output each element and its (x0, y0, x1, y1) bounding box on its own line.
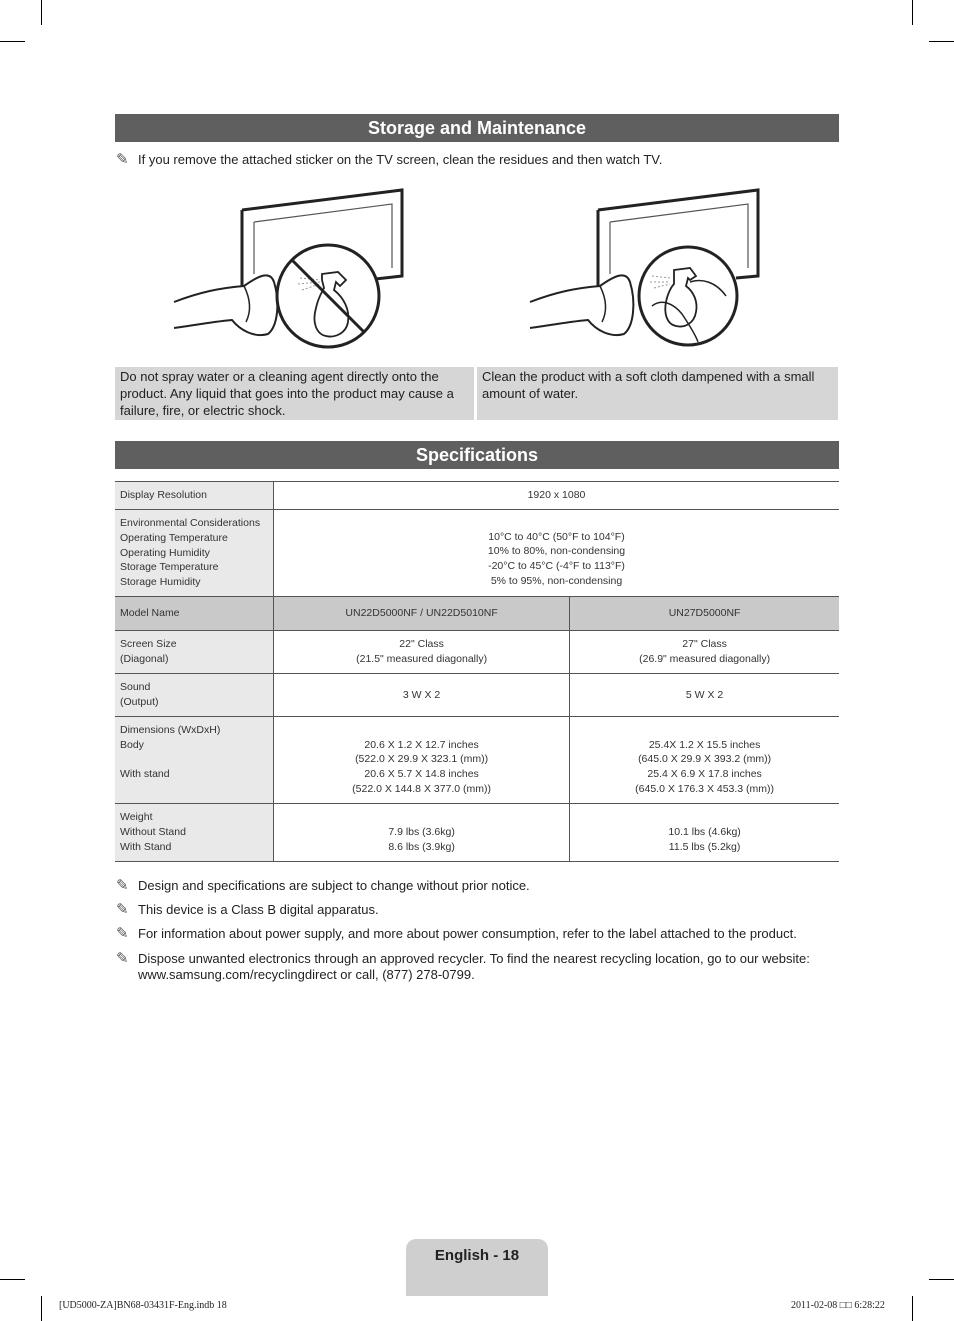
crop-mark (912, 0, 913, 25)
table-row (115, 597, 839, 631)
crop-mark (41, 0, 42, 25)
cell-line: (522.0 X 144.8 X 377.0 (mm)) (352, 782, 492, 795)
dimensions-label: Dimensions (WxDxH) (120, 724, 221, 736)
screen-size-label: (Diagonal) (120, 653, 169, 665)
cell-line: (21.5" measured diagonally) (356, 653, 488, 665)
env-value: 5% to 95%, non-condensing (490, 574, 623, 587)
pencil-icon: ✎ (116, 877, 129, 894)
sound-col1: 3 W X 2 (274, 674, 570, 717)
model-name-col1: UN22D5000NF / UN22D5010NF (274, 597, 570, 631)
screen-size-col2 (570, 631, 839, 674)
pencil-icon: ✎ (116, 950, 129, 967)
cell-line: (522.0 X 29.9 X 323.1 (mm)) (355, 753, 489, 766)
display-resolution-value: 1920 x 1080 (274, 482, 840, 510)
env-value: 10°C to 40°C (50°F to 104°F) (488, 530, 625, 543)
print-timestamp: 2011-02-08 □□ 6:28:22 (791, 1300, 885, 1311)
cell-line: (645.0 X 29.9 X 393.2 (mm)) (638, 753, 772, 766)
env-value: -20°C to 45°C (-4°F to 113°F) (488, 560, 625, 572)
table-row (115, 674, 839, 717)
note-text: If you remove the attached sticker on the TV screen, clean the residues and then watch TV. (138, 152, 663, 167)
sound-label: Sound (120, 681, 151, 694)
row-label: Display Resolution (115, 482, 274, 510)
crop-mark (0, 41, 25, 42)
cell-line: 27" Class (682, 638, 727, 651)
env-label: Storage Humidity (120, 576, 201, 589)
screen-size-col1 (274, 631, 570, 674)
weight-col2 (570, 804, 839, 862)
row-label (115, 804, 274, 862)
cell-line: 11.5 lbs (5.2kg) (668, 840, 741, 853)
table-row (115, 717, 839, 804)
note-text-block (138, 951, 810, 983)
cell-line: 25.4X 1.2 X 15.5 inches (648, 738, 761, 751)
row-label: Model Name (115, 597, 274, 631)
pencil-icon: ✎ (116, 925, 129, 942)
crop-mark (929, 41, 954, 42)
weight-label: Weight (120, 811, 153, 824)
cell-line: 10.1 lbs (4.6kg) (668, 825, 741, 838)
crop-mark (41, 1296, 42, 1321)
env-label: Storage Temperature (120, 561, 219, 574)
table-row (115, 631, 839, 674)
weight-col1 (274, 804, 570, 862)
cell-line: 25.4 X 6.9 X 17.8 inches (647, 768, 762, 780)
note-text: Dispose unwanted electronics through an approved recycler. To find the nearest recycling location, go to our website: (138, 951, 810, 966)
cell-line: 20.6 X 1.2 X 12.7 inches (364, 738, 479, 751)
env-label: Operating Temperature (120, 531, 228, 544)
note-text: For information about power supply, and more about power consumption, refer to the label attached to the product. (138, 926, 797, 941)
storage-section-title: Storage and Maintenance (115, 114, 839, 142)
cell-line: 8.6 lbs (3.9kg) (388, 840, 455, 853)
spec-note (116, 878, 530, 894)
dimensions-label: With stand (120, 768, 170, 781)
crop-mark (929, 1279, 954, 1280)
model-name-col2: UN27D5000NF (570, 597, 839, 631)
spec-note (116, 951, 810, 983)
caption-prohibited: Do not spray water or a cleaning agent directly onto the product. Any liquid that goes into the product may cause a failure, fire, or electric shock. (115, 367, 474, 420)
row-label (115, 631, 274, 674)
caption-recommended: Clean the product with a soft cloth dampened with a small amount of water. (477, 367, 838, 420)
dimensions-col1 (274, 717, 570, 804)
cell-line: (645.0 X 176.3 X 453.3 (mm)) (635, 782, 775, 795)
env-values (274, 510, 840, 597)
row-label (115, 717, 274, 804)
crop-mark (912, 1296, 913, 1321)
spec-note (116, 902, 379, 918)
specifications-section-title: Specifications (115, 441, 839, 469)
dimensions-label: Body (120, 738, 144, 751)
tv-spray-prohibited-illustration (170, 186, 410, 358)
dimensions-label (120, 752, 273, 767)
env-label: Environmental Considerations (120, 517, 261, 530)
table-row (115, 482, 839, 510)
table-row (115, 510, 839, 597)
pencil-icon: ✎ (116, 151, 129, 168)
weight-label: With Stand (120, 840, 172, 853)
note-text: This device is a Class B digital apparatus. (138, 902, 379, 917)
tv-cloth-clean-illustration (526, 186, 766, 358)
env-value: 10% to 80%, non-condensing (487, 545, 626, 558)
page-number-tab: English - 18 (406, 1239, 548, 1296)
sound-col2: 5 W X 2 (570, 674, 839, 717)
screen-size-label: Screen Size (120, 638, 177, 651)
cell-line: 20.6 X 5.7 X 14.8 inches (364, 768, 479, 780)
crop-mark (0, 1279, 25, 1280)
row-label (115, 510, 274, 597)
env-label: Operating Humidity (120, 546, 210, 559)
note-text: www.samsung.com/recyclingdirect or call, (877) 278-0799. (138, 967, 475, 982)
sound-label: (Output) (120, 696, 159, 708)
specifications-table (115, 481, 839, 862)
cell-line: (26.9" measured diagonally) (639, 653, 771, 665)
note-text: Design and specifications are subject to change without prior notice. (138, 878, 530, 893)
cell-line: 7.9 lbs (3.6kg) (388, 825, 455, 838)
cell-line: 22" Class (399, 638, 444, 651)
weight-label: Without Stand (120, 826, 186, 839)
pencil-icon: ✎ (116, 901, 129, 918)
spec-note (116, 926, 797, 942)
row-label (115, 674, 274, 717)
table-row (115, 804, 839, 862)
storage-note (116, 152, 662, 168)
dimensions-col2 (570, 717, 839, 804)
file-slug: [UD5000-ZA]BN68-03431F-Eng.indb 18 (59, 1300, 227, 1311)
